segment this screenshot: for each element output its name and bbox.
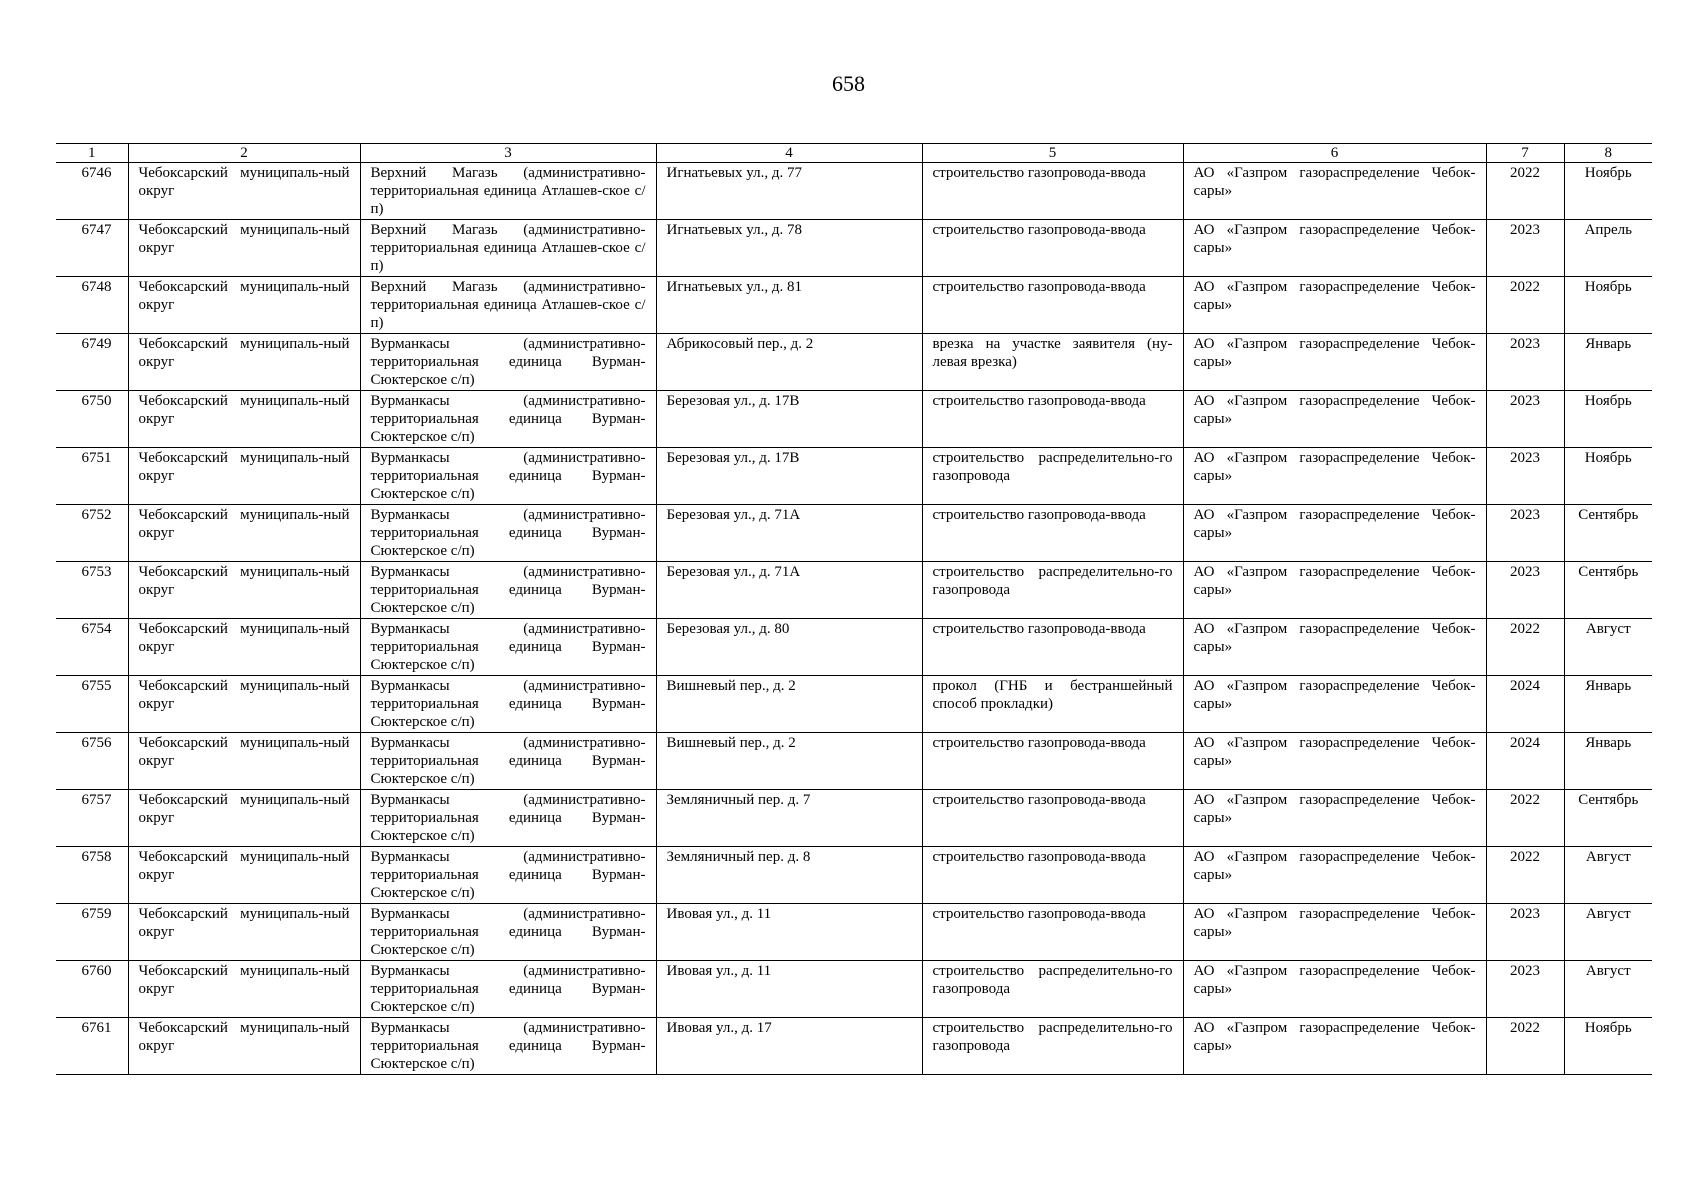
register-table [56, 143, 1652, 1075]
locality-cell: Вурманкасы (административно-территориальная единица Вурман-Сюктерское с/п) [360, 1018, 656, 1075]
work-type-cell: строительство газопровода-ввода [922, 391, 1183, 448]
table-row [56, 1018, 1652, 1075]
organization-cell: АО «Газпром газораспределение Чебок-сары» [1183, 790, 1486, 847]
year-cell: 2022 [1486, 277, 1564, 334]
row-number: 6755 [56, 676, 128, 733]
locality-cell: Вурманкасы (административно-территориальная единица Вурман-Сюктерское с/п) [360, 904, 656, 961]
year-cell: 2023 [1486, 334, 1564, 391]
month-cell: Ноябрь [1564, 163, 1652, 220]
locality-cell: Вурманкасы (административно-территориальная единица Вурман-Сюктерское с/п) [360, 847, 656, 904]
locality-cell: Вурманкасы (административно-территориальная единица Вурман-Сюктерское с/п) [360, 505, 656, 562]
organization-cell: АО «Газпром газораспределение Чебок-сары» [1183, 163, 1486, 220]
locality-cell: Верхний Магазь (административно-территориальная единица Атлашев-ское с/п) [360, 220, 656, 277]
organization-cell: АО «Газпром газораспределение Чебок-сары» [1183, 391, 1486, 448]
month-cell: Январь [1564, 334, 1652, 391]
row-number: 6758 [56, 847, 128, 904]
organization-cell: АО «Газпром газораспределение Чебок-сары» [1183, 1018, 1486, 1075]
year-cell: 2022 [1486, 163, 1564, 220]
table-row [56, 505, 1652, 562]
table-row [56, 448, 1652, 505]
column-header: 6 [1183, 144, 1486, 163]
table-row [56, 277, 1652, 334]
year-cell: 2023 [1486, 961, 1564, 1018]
month-cell: Август [1564, 961, 1652, 1018]
column-header: 8 [1564, 144, 1652, 163]
organization-cell: АО «Газпром газораспределение Чебок-сары» [1183, 676, 1486, 733]
locality-cell: Вурманкасы (административно-территориальная единица Вурман-Сюктерское с/п) [360, 448, 656, 505]
month-cell: Сентябрь [1564, 790, 1652, 847]
organization-cell: АО «Газпром газораспределение Чебок-сары» [1183, 562, 1486, 619]
work-type-cell: строительство распределительно-го газопровода [922, 562, 1183, 619]
locality-cell: Вурманкасы (административно-территориальная единица Вурман-Сюктерское с/п) [360, 562, 656, 619]
year-cell: 2024 [1486, 676, 1564, 733]
locality-cell: Вурманкасы (административно-территориальная единица Вурман-Сюктерское с/п) [360, 961, 656, 1018]
table-row [56, 220, 1652, 277]
year-cell: 2023 [1486, 505, 1564, 562]
work-type-cell: строительство газопровода-ввода [922, 904, 1183, 961]
table-row [56, 334, 1652, 391]
district-cell: Чебоксарский муниципаль-ный округ [128, 505, 360, 562]
row-number: 6747 [56, 220, 128, 277]
organization-cell: АО «Газпром газораспределение Чебок-сары» [1183, 505, 1486, 562]
column-header: 3 [360, 144, 656, 163]
address-cell: Березовая ул., д. 17В [656, 391, 922, 448]
row-number: 6751 [56, 448, 128, 505]
locality-cell: Вурманкасы (административно-территориальная единица Вурман-Сюктерское с/п) [360, 733, 656, 790]
row-number: 6752 [56, 505, 128, 562]
district-cell: Чебоксарский муниципаль-ный округ [128, 163, 360, 220]
locality-cell: Вурманкасы (административно-территориальная единица Вурман-Сюктерское с/п) [360, 676, 656, 733]
organization-cell: АО «Газпром газораспределение Чебок-сары» [1183, 619, 1486, 676]
month-cell: Август [1564, 847, 1652, 904]
year-cell: 2023 [1486, 220, 1564, 277]
month-cell: Август [1564, 619, 1652, 676]
organization-cell: АО «Газпром газораспределение Чебок-сары» [1183, 733, 1486, 790]
table-row [56, 847, 1652, 904]
month-cell: Ноябрь [1564, 391, 1652, 448]
address-cell: Земляничный пер. д. 7 [656, 790, 922, 847]
month-cell: Январь [1564, 733, 1652, 790]
table-row [56, 676, 1652, 733]
address-cell: Абрикосовый пер., д. 2 [656, 334, 922, 391]
district-cell: Чебоксарский муниципаль-ный округ [128, 733, 360, 790]
address-cell: Березовая ул., д. 80 [656, 619, 922, 676]
district-cell: Чебоксарский муниципаль-ный округ [128, 277, 360, 334]
month-cell: Ноябрь [1564, 1018, 1652, 1075]
row-number: 6754 [56, 619, 128, 676]
row-number: 6750 [56, 391, 128, 448]
row-number: 6757 [56, 790, 128, 847]
locality-cell: Вурманкасы (административно-территориальная единица Вурман-Сюктерское с/п) [360, 790, 656, 847]
district-cell: Чебоксарский муниципаль-ный округ [128, 790, 360, 847]
address-cell: Березовая ул., д. 71А [656, 505, 922, 562]
work-type-cell: строительство газопровода-ввода [922, 847, 1183, 904]
locality-cell: Вурманкасы (административно-территориальная единица Вурман-Сюктерское с/п) [360, 334, 656, 391]
month-cell: Январь [1564, 676, 1652, 733]
organization-cell: АО «Газпром газораспределение Чебок-сары» [1183, 277, 1486, 334]
row-number: 6761 [56, 1018, 128, 1075]
work-type-cell: строительство распределительно-го газопровода [922, 961, 1183, 1018]
organization-cell: АО «Газпром газораспределение Чебок-сары» [1183, 220, 1486, 277]
table-row [56, 961, 1652, 1018]
row-number: 6753 [56, 562, 128, 619]
page-number: 658 [832, 71, 865, 96]
month-cell: Сентябрь [1564, 505, 1652, 562]
work-type-cell: строительство газопровода-ввода [922, 619, 1183, 676]
year-cell: 2022 [1486, 847, 1564, 904]
work-type-cell: строительство газопровода-ввода [922, 220, 1183, 277]
work-type-cell: строительство газопровода-ввода [922, 163, 1183, 220]
address-cell: Игнатьевых ул., д. 77 [656, 163, 922, 220]
work-type-cell: строительство газопровода-ввода [922, 505, 1183, 562]
year-cell: 2023 [1486, 391, 1564, 448]
row-number: 6759 [56, 904, 128, 961]
address-cell: Игнатьевых ул., д. 81 [656, 277, 922, 334]
district-cell: Чебоксарский муниципаль-ный округ [128, 847, 360, 904]
column-header: 1 [56, 144, 128, 163]
column-header: 5 [922, 144, 1183, 163]
address-cell: Березовая ул., д. 71А [656, 562, 922, 619]
month-cell: Апрель [1564, 220, 1652, 277]
month-cell: Сентябрь [1564, 562, 1652, 619]
work-type-cell: строительство распределительно-го газопровода [922, 448, 1183, 505]
address-cell: Ивовая ул., д. 11 [656, 904, 922, 961]
year-cell: 2024 [1486, 733, 1564, 790]
district-cell: Чебоксарский муниципаль-ный округ [128, 676, 360, 733]
address-cell: Земляничный пер. д. 8 [656, 847, 922, 904]
table-row [56, 562, 1652, 619]
month-cell: Август [1564, 904, 1652, 961]
table-row [56, 904, 1652, 961]
row-number: 6756 [56, 733, 128, 790]
address-cell: Ивовая ул., д. 17 [656, 1018, 922, 1075]
address-cell: Игнатьевых ул., д. 78 [656, 220, 922, 277]
table-row [56, 733, 1652, 790]
district-cell: Чебоксарский муниципаль-ный округ [128, 1018, 360, 1075]
table-row [56, 790, 1652, 847]
column-header: 2 [128, 144, 360, 163]
district-cell: Чебоксарский муниципаль-ный округ [128, 961, 360, 1018]
month-cell: Ноябрь [1564, 277, 1652, 334]
year-cell: 2022 [1486, 619, 1564, 676]
row-number: 6760 [56, 961, 128, 1018]
table-row [56, 391, 1652, 448]
work-type-cell: строительство газопровода-ввода [922, 277, 1183, 334]
work-type-cell: строительство газопровода-ввода [922, 790, 1183, 847]
district-cell: Чебоксарский муниципаль-ный округ [128, 448, 360, 505]
year-cell: 2022 [1486, 1018, 1564, 1075]
work-type-cell: строительство распределительно-го газопровода [922, 1018, 1183, 1075]
district-cell: Чебоксарский муниципаль-ный округ [128, 562, 360, 619]
address-cell: Березовая ул., д. 17В [656, 448, 922, 505]
work-type-cell: врезка на участке заявителя (ну-левая врезка) [922, 334, 1183, 391]
locality-cell: Верхний Магазь (административно-территориальная единица Атлашев-ское с/п) [360, 277, 656, 334]
month-cell: Ноябрь [1564, 448, 1652, 505]
work-type-cell: прокол (ГНБ и бестраншейный способ прокладки) [922, 676, 1183, 733]
address-cell: Вишневый пер., д. 2 [656, 733, 922, 790]
district-cell: Чебоксарский муниципаль-ный округ [128, 904, 360, 961]
district-cell: Чебоксарский муниципаль-ный округ [128, 391, 360, 448]
row-number: 6749 [56, 334, 128, 391]
table-row [56, 163, 1652, 220]
address-cell: Вишневый пер., д. 2 [656, 676, 922, 733]
district-cell: Чебоксарский муниципаль-ный округ [128, 220, 360, 277]
column-header: 4 [656, 144, 922, 163]
district-cell: Чебоксарский муниципаль-ный округ [128, 619, 360, 676]
year-cell: 2023 [1486, 562, 1564, 619]
organization-cell: АО «Газпром газораспределение Чебок-сары» [1183, 448, 1486, 505]
work-type-cell: строительство газопровода-ввода [922, 733, 1183, 790]
organization-cell: АО «Газпром газораспределение Чебок-сары» [1183, 904, 1486, 961]
organization-cell: АО «Газпром газораспределение Чебок-сары» [1183, 334, 1486, 391]
address-cell: Ивовая ул., д. 11 [656, 961, 922, 1018]
row-number: 6746 [56, 163, 128, 220]
organization-cell: АО «Газпром газораспределение Чебок-сары» [1183, 847, 1486, 904]
year-cell: 2023 [1486, 904, 1564, 961]
column-number-header [56, 144, 1652, 163]
year-cell: 2023 [1486, 448, 1564, 505]
locality-cell: Вурманкасы (административно-территориальная единица Вурман-Сюктерское с/п) [360, 619, 656, 676]
organization-cell: АО «Газпром газораспределение Чебок-сары» [1183, 961, 1486, 1018]
table-row [56, 619, 1652, 676]
locality-cell: Верхний Магазь (административно-территориальная единица Атлашев-ское с/п) [360, 163, 656, 220]
locality-cell: Вурманкасы (административно-территориальная единица Вурман-Сюктерское с/п) [360, 391, 656, 448]
district-cell: Чебоксарский муниципаль-ный округ [128, 334, 360, 391]
column-header: 7 [1486, 144, 1564, 163]
year-cell: 2022 [1486, 790, 1564, 847]
row-number: 6748 [56, 277, 128, 334]
